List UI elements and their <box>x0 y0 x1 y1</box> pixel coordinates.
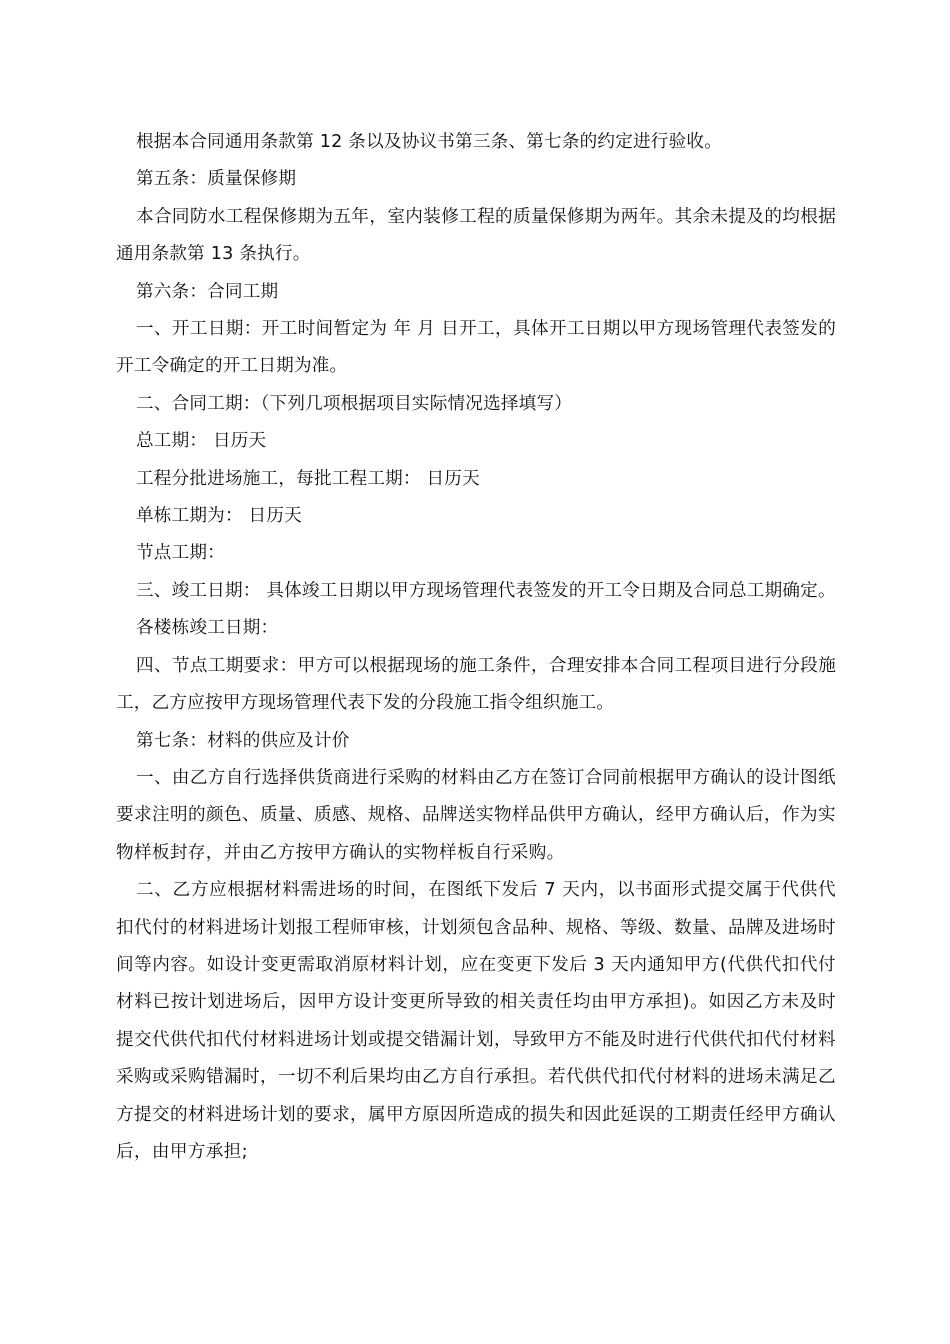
heading-article-6: 第六条：合同工期 <box>136 281 279 302</box>
document-body <box>116 124 836 1171</box>
paragraph-batch-duration: 工程分批进场施工，每批工程工期： 日历天 <box>136 468 480 489</box>
paragraph-milestone-requirements: 四、节点工期要求：甲方可以根据现场的施工条件，合理安排本合同工程项目进行分段施工，乙方应按甲方现场管理代表下发的分段施工指令组织施工。 <box>116 655 836 714</box>
paragraph-completion-date: 三、竣工日期： 具体竣工日期以甲方现场管理代表签发的开工令日期及合同总工期确定。 <box>136 580 836 601</box>
paragraph-warranty: 本合同防水工程保修期为五年，室内装修工程的质量保修期为两年。其余未提及的均根据通用条款第 13 条执行。 <box>116 206 836 265</box>
paragraph-contract-duration: 二、合同工期：（下列几项根据项目实际情况选择填写） <box>136 393 573 414</box>
paragraph-acceptance: 根据本合同通用条款第 12 条以及协议书第三条、第七条的约定进行验收。 <box>136 132 722 152</box>
heading-article-7: 第七条：材料的供应及计价 <box>136 730 350 751</box>
paragraph-start-date: 一、开工日期：开工时间暂定为 年 月 日开工，具体开工日期以甲方现场管理代表签发的开工令确定的开工日期为准。 <box>116 319 836 377</box>
paragraph-milestone-duration: 节点工期： <box>136 543 225 564</box>
paragraph-single-building-duration: 单栋工期为： 日历天 <box>136 506 302 527</box>
paragraph-total-duration: 总工期： 日历天 <box>136 431 267 452</box>
paragraph-building-completion-date: 各楼栋竣工日期： <box>136 618 279 639</box>
paragraph-material-plan: 二、乙方应根据材料需进场的时间，在图纸下发后 7 天内，以书面形式提交属于代供代扣代付的材料进场计划报工程师审核，计划须包含品种、规格、等级、数量、品牌及进场时间等内容。如设计变更需取消原材料计划，应在变更下发后 3 天内通知甲方(代供代扣代付材料已按计划进场后，因甲方设计变更所导致的相关责任均由甲方承担)。如因乙方未及时提交代供代扣代付材料进场计划或提交错漏计划，导致甲方不能及时进行代供代扣代付材料采购或采购错漏时，一切不利后果均由乙方自行承担。若代供代扣代付材料的进场未满足乙方提交的材料进场计划的要求，属甲方原因所造成的损失和因此延误的工期责任经甲方确认后，由甲方承担; <box>116 880 836 1162</box>
heading-article-5: 第五条：质量保修期 <box>136 169 297 190</box>
paragraph-material-purchase: 一、由乙方自行选择供货商进行采购的材料由乙方在签订合同前根据甲方确认的设计图纸要求注明的颜色、质量、质感、规格、品牌送实物样品供甲方确认，经甲方确认后，作为实物样板封存，并由乙方按甲方确认的实物样板自行采购。 <box>116 767 836 863</box>
